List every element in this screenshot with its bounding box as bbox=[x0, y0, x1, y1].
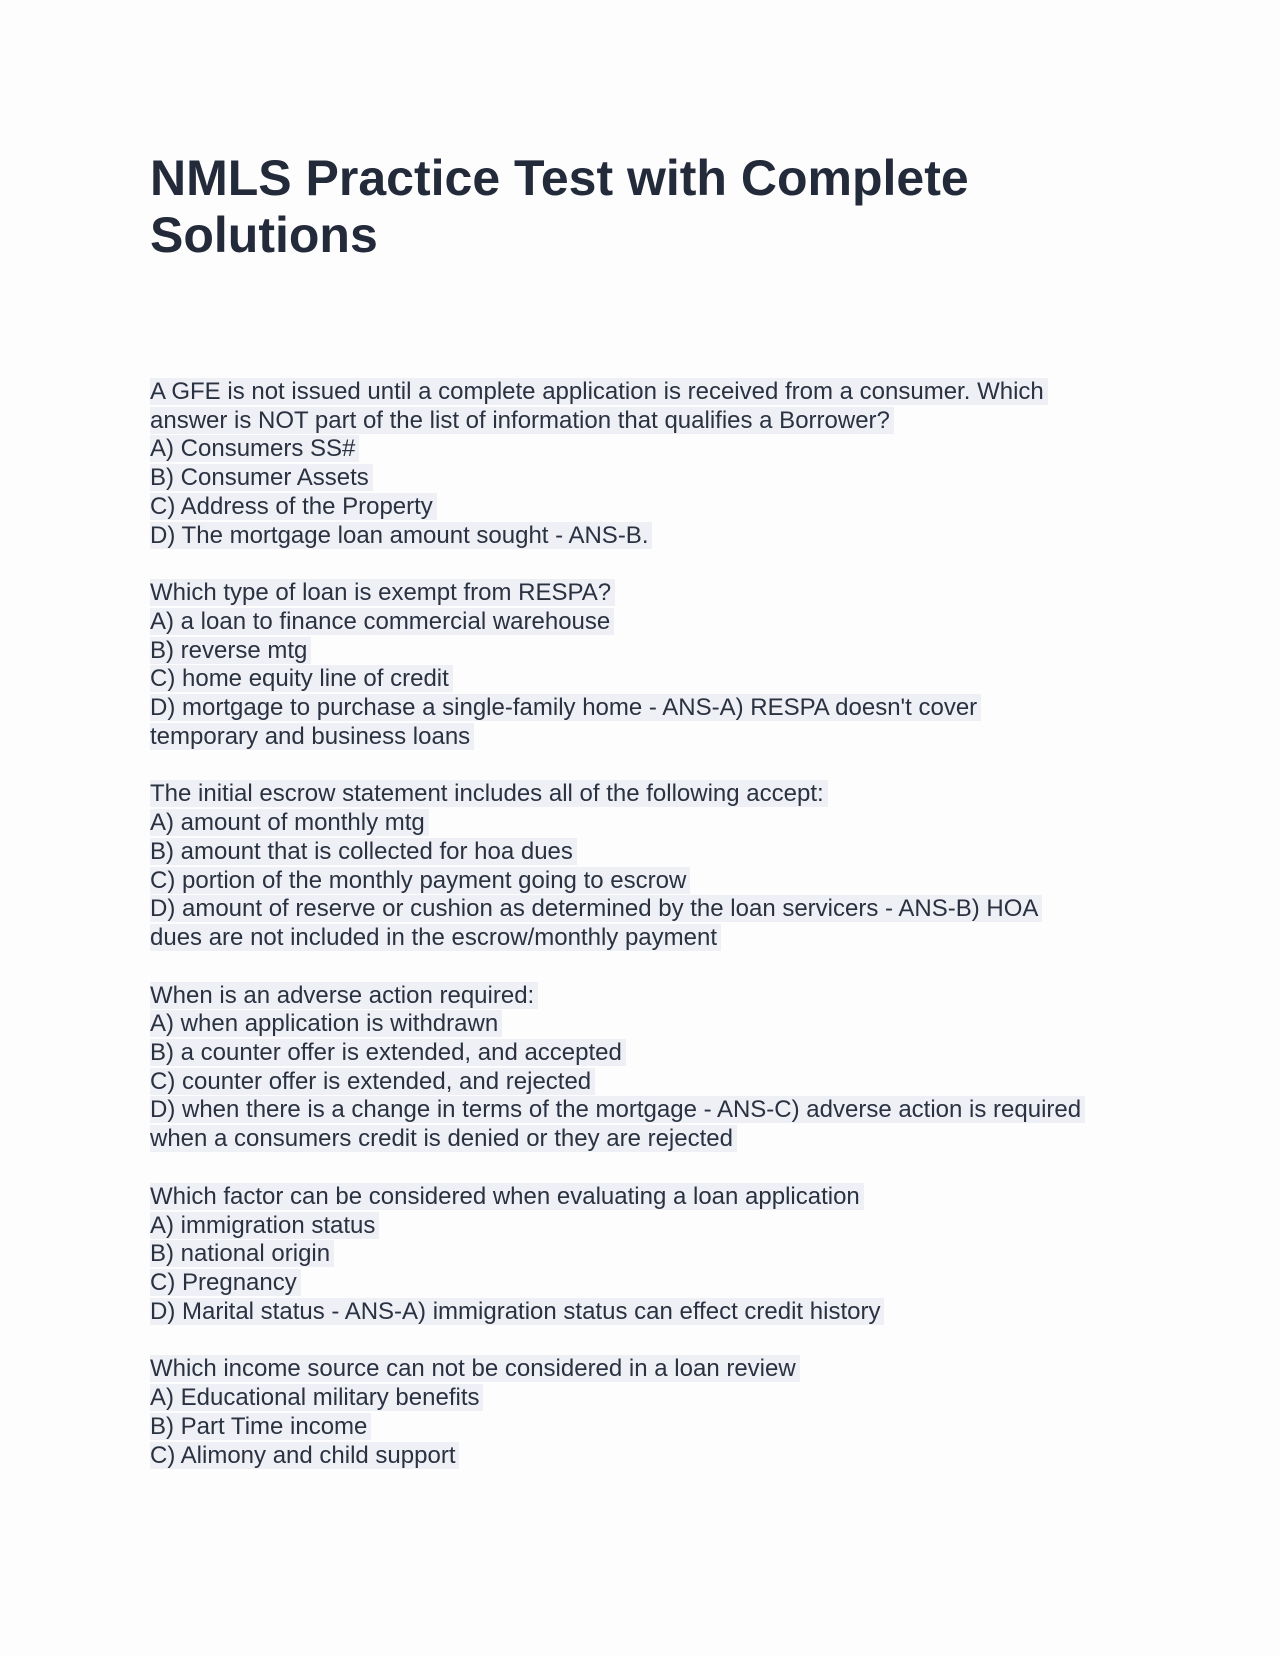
question-block bbox=[150, 1183, 1140, 1327]
answer-option: C) Alimony and child support bbox=[150, 1442, 1140, 1471]
answer-option: C) portion of the monthly payment going to escrow bbox=[150, 867, 1140, 896]
question-list bbox=[150, 378, 1140, 1499]
answer-option-with-solution: D) The mortgage loan amount sought - ANS-B. bbox=[150, 522, 1140, 551]
answer-option: A) immigration status bbox=[150, 1212, 1140, 1241]
answer-option: B) amount that is collected for hoa dues bbox=[150, 838, 1140, 867]
solution-text-line: when a consumers credit is denied or they are rejected bbox=[150, 1125, 1140, 1154]
question-block bbox=[150, 378, 1140, 550]
answer-option: A) when application is withdrawn bbox=[150, 1010, 1140, 1039]
answer-option: B) a counter offer is extended, and accepted bbox=[150, 1039, 1140, 1068]
answer-option: C) Pregnancy bbox=[150, 1269, 1140, 1298]
question-text-line: Which income source can not be considered in a loan review bbox=[150, 1355, 1140, 1384]
answer-option: A) Consumers SS# bbox=[150, 435, 1140, 464]
answer-option-with-solution: D) mortgage to purchase a single-family home - ANS-A) RESPA doesn't cover bbox=[150, 694, 1140, 723]
question-text-line: answer is NOT part of the list of information that qualifies a Borrower? bbox=[150, 407, 1140, 436]
answer-option: A) amount of monthly mtg bbox=[150, 809, 1140, 838]
solution-text-line: dues are not included in the escrow/monthly payment bbox=[150, 924, 1140, 953]
answer-option: B) Part Time income bbox=[150, 1413, 1140, 1442]
solution-text-line: temporary and business loans bbox=[150, 723, 1140, 752]
answer-option: B) national origin bbox=[150, 1240, 1140, 1269]
question-text-line: The initial escrow statement includes all of the following accept: bbox=[150, 780, 1140, 809]
question-text-line: Which type of loan is exempt from RESPA? bbox=[150, 579, 1140, 608]
answer-option: C) home equity line of credit bbox=[150, 665, 1140, 694]
question-block bbox=[150, 982, 1140, 1154]
question-block bbox=[150, 579, 1140, 751]
answer-option: C) Address of the Property bbox=[150, 493, 1140, 522]
answer-option: B) Consumer Assets bbox=[150, 464, 1140, 493]
answer-option-with-solution: D) when there is a change in terms of the mortgage - ANS-C) adverse action is required bbox=[150, 1096, 1140, 1125]
answer-option-with-solution: D) amount of reserve or cushion as determined by the loan servicers - ANS-B) HOA bbox=[150, 895, 1140, 924]
document-title: NMLS Practice Test with Complete Solutions bbox=[150, 150, 969, 263]
answer-option: C) counter offer is extended, and rejected bbox=[150, 1068, 1140, 1097]
answer-option: B) reverse mtg bbox=[150, 637, 1140, 666]
answer-option-with-solution: D) Marital status - ANS-A) immigration status can effect credit history bbox=[150, 1298, 1140, 1327]
document-header bbox=[150, 150, 1140, 264]
question-text-line: When is an adverse action required: bbox=[150, 982, 1140, 1011]
answer-option: A) a loan to finance commercial warehouse bbox=[150, 608, 1140, 637]
answer-option: A) Educational military benefits bbox=[150, 1384, 1140, 1413]
question-block bbox=[150, 780, 1140, 952]
question-text-line: A GFE is not issued until a complete application is received from a consumer. Which bbox=[150, 378, 1140, 407]
question-text-line: Which factor can be considered when evaluating a loan application bbox=[150, 1183, 1140, 1212]
question-block bbox=[150, 1355, 1140, 1470]
